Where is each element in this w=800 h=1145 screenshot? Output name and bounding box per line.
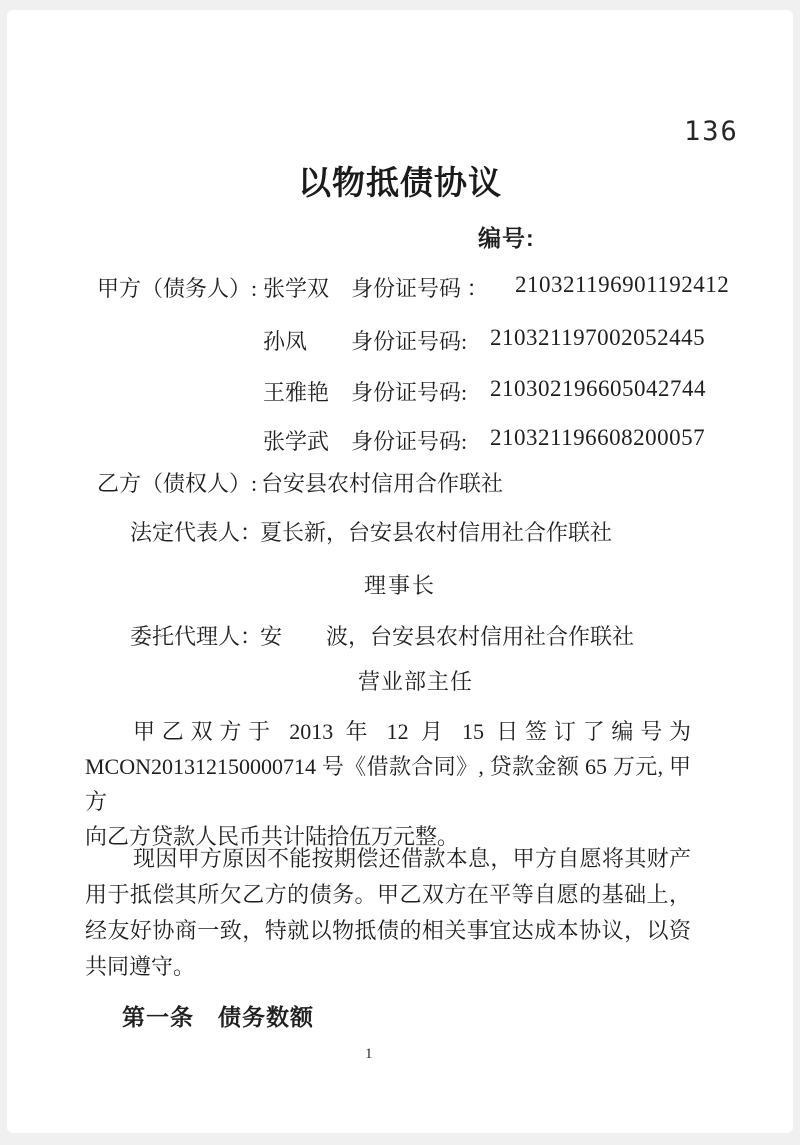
document-title: 以物抵债协议 xyxy=(298,164,502,201)
id-number-value: 210321196608200057 xyxy=(490,425,706,450)
id-number-value: 210321197002052445 xyxy=(490,325,706,350)
paragraph-line: 经友好协商一致，特就以物抵债的相关事宜达成本协议，以资 xyxy=(85,918,691,943)
legal-representative-label: 法定代表人： xyxy=(130,520,263,545)
paragraph-line: 用于抵偿其所欠乙方的债务。甲乙双方在平等自愿的基础上， xyxy=(85,882,691,907)
paragraph-line: 甲乙双方于 2013 年 12 月 15 日签订了编号为 xyxy=(133,719,691,744)
paragraph-line: 共同遵守。 xyxy=(85,954,196,979)
party-b-row xyxy=(0,467,800,499)
id-number-value: 210302196605042744 xyxy=(490,376,706,401)
page-stamp-number: 136 xyxy=(684,116,739,147)
party-a-label: 甲方（债务人）: xyxy=(97,276,258,301)
document-number-label: 编号: xyxy=(478,225,535,251)
paragraph-line: 现因甲方原因不能按期偿还借款本息，甲方自愿将其财产 xyxy=(133,846,691,871)
paragraph-line: 向乙方贷款人民币共计陆拾伍万元整。 xyxy=(85,824,460,849)
paragraph-line: MCON201312150000714 号《借款合同》, 贷款金额 65 万元, 甲方 xyxy=(85,754,691,814)
debtor-name: 张学武 xyxy=(263,429,330,454)
debtor-row xyxy=(0,325,800,357)
debtor-name: 张学双 xyxy=(263,276,330,301)
agent-value: 安 波，台安县农村信用社合作联社 xyxy=(260,624,635,649)
debtor-row xyxy=(0,376,800,408)
debtor-row xyxy=(0,425,800,457)
page-footer-number: 1 xyxy=(365,1046,373,1062)
contract-paragraph xyxy=(85,714,691,854)
id-number-label: 身份证号码: xyxy=(351,380,468,405)
party-b-label: 乙方（债权人）: xyxy=(97,471,258,496)
id-number-label: 身份证号码: xyxy=(351,429,468,454)
party-b-name: 台安县农村信用合作联社 xyxy=(261,471,504,496)
contract-paragraph xyxy=(85,841,691,985)
legal-representative-title: 理事长 xyxy=(364,573,437,598)
debtor-name: 孙凤 xyxy=(263,329,308,354)
agent-title: 营业部主任 xyxy=(358,669,474,694)
legal-representative-row xyxy=(0,516,800,548)
legal-representative-value: 夏长新，台安县农村信用社合作联社 xyxy=(260,520,613,545)
id-number-value: 210321196901192412 xyxy=(515,272,730,297)
agent-row xyxy=(0,620,800,652)
section-heading: 第一条 债务数额 xyxy=(122,1004,314,1030)
agent-label: 委托代理人： xyxy=(130,624,263,649)
id-number-label: 身份证号码 ： xyxy=(351,276,489,301)
party-a-row xyxy=(0,272,800,304)
id-number-label: 身份证号码: xyxy=(351,329,468,354)
debtor-name: 王雅艳 xyxy=(263,380,330,405)
